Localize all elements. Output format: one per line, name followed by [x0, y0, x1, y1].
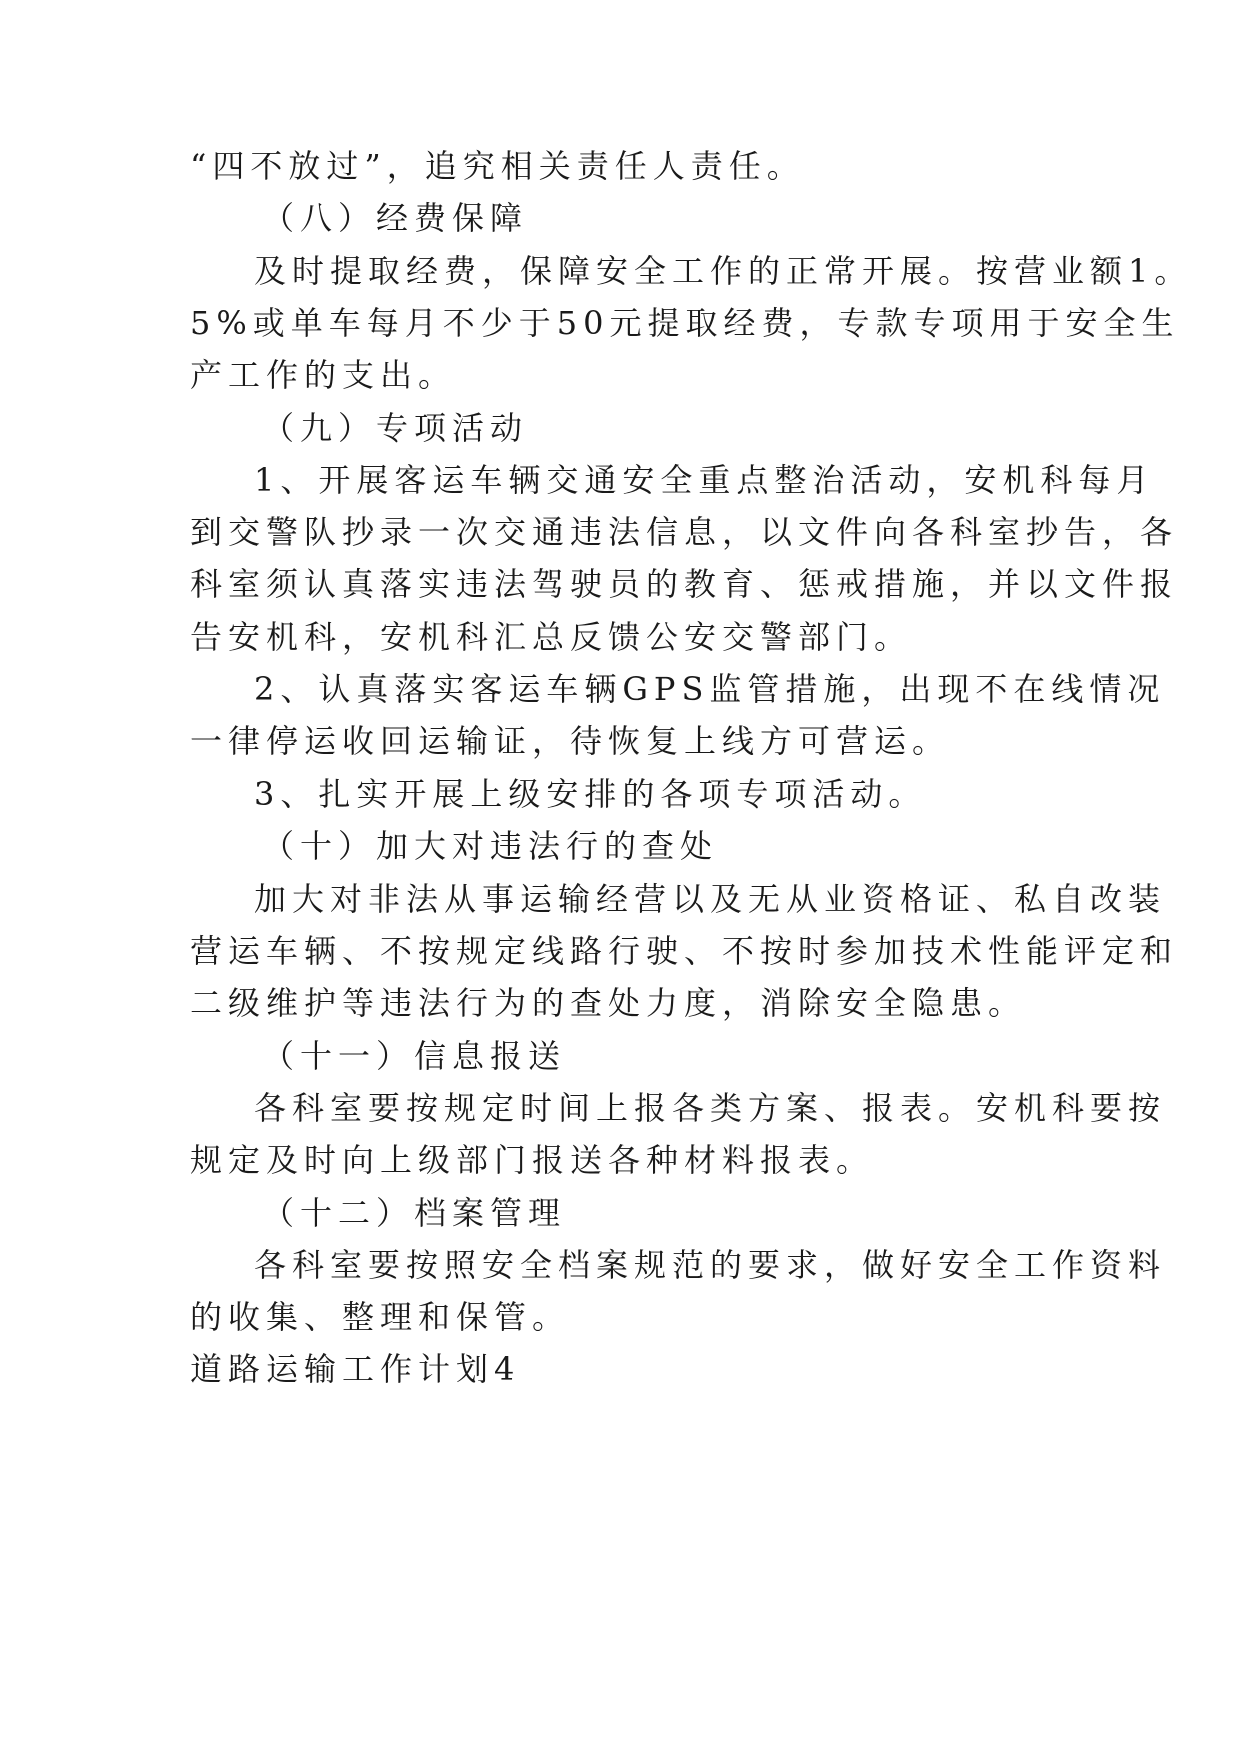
paragraph-line: 及时提取经费，保障安全工作的正常开展。按营业额1。 [254, 252, 1193, 290]
paragraph-line: 告安机科，安机科汇总反馈公安交警部门。 [190, 618, 913, 656]
paragraph-line: “四不放过”，追究相关责任人责任。 [190, 147, 805, 185]
paragraph-line: 的收集、整理和保管。 [190, 1298, 571, 1336]
section-heading: （十）加大对违法行的查处 [262, 827, 719, 865]
paragraph-line: 各科室要按照安全档案规范的要求，做好安全工作资料 [254, 1246, 1167, 1284]
section-heading: （八）经费保障 [262, 199, 529, 237]
paragraph-line: 营运车辆、不按规定线路行驶、不按时参加技术性能评定和 [190, 932, 1179, 970]
paragraph-line: 科室须认真落实违法驾驶员的教育、惩戒措施，并以文件报 [190, 565, 1179, 603]
document-title: 道路运输工作计划4 [190, 1350, 521, 1388]
section-heading: （九）专项活动 [262, 409, 529, 447]
paragraph-line: 各科室要按规定时间上报各类方案、报表。安机科要按 [254, 1089, 1167, 1127]
paragraph-line: 规定及时向上级部门报送各种材料报表。 [190, 1141, 875, 1179]
paragraph-line: 1、开展客运车辆交通安全重点整治活动，安机科每月 [254, 461, 1155, 499]
paragraph-line: 2、认真落实客运车辆GPS监管措施，出现不在线情况 [254, 670, 1166, 708]
paragraph-line: 到交警队抄录一次交通违法信息，以文件向各科室抄告，各 [190, 513, 1179, 551]
paragraph-line: 3、扎实开展上级安排的各项专项活动。 [254, 775, 927, 813]
paragraph-line: 5%或单车每月不少于50元提取经费，专款专项用于安全生 [190, 304, 1180, 342]
paragraph-line: 加大对非法从事运输经营以及无从业资格证、私自改装 [254, 880, 1167, 918]
section-heading: （十二）档案管理 [262, 1194, 567, 1232]
paragraph-line: 二级维护等违法行为的查处力度，消除安全隐患。 [190, 984, 1027, 1022]
paragraph-line: 一律停运收回运输证，待恢复上线方可营运。 [190, 722, 951, 760]
paragraph-line: 产工作的支出。 [190, 356, 457, 394]
section-heading: （十一）信息报送 [262, 1037, 567, 1075]
